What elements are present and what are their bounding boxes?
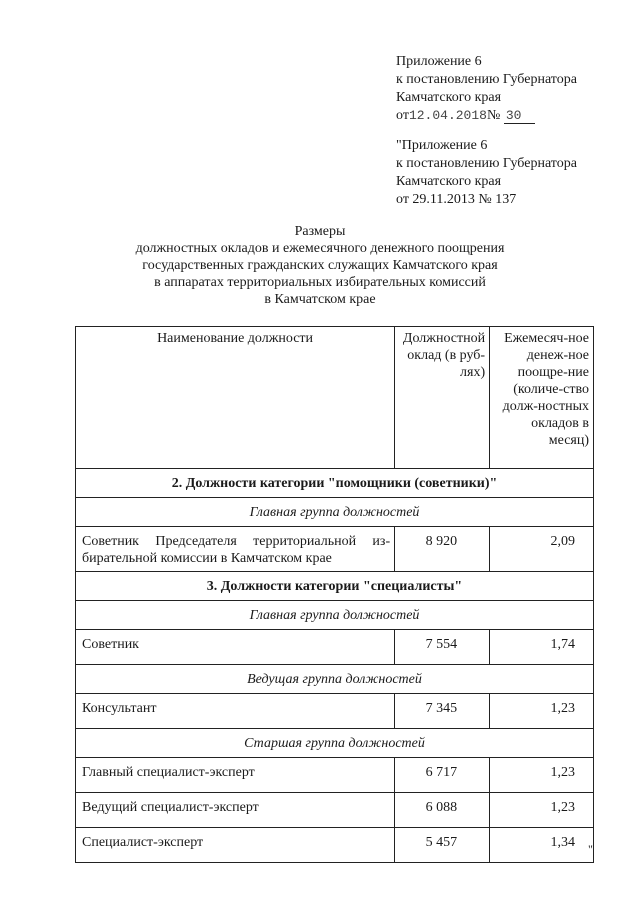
quoted-appendix-title: "Приложение 6	[396, 138, 488, 153]
position-name: Консультант	[76, 694, 395, 729]
number-label: №	[486, 108, 501, 123]
decree-number: 30	[504, 108, 536, 124]
appendix-title: Приложение 6	[396, 54, 482, 69]
category-advisors: 2. Должности категории "помощники (советники)"	[76, 469, 594, 498]
position-salary: 7 554	[395, 630, 490, 665]
group-leading: Ведущая группа должностей	[76, 665, 594, 694]
appendix-decree: к постановлению Губернатора	[396, 72, 577, 87]
position-name: Специалист-эксперт	[76, 828, 395, 863]
position-bonus: 1,23	[490, 694, 594, 729]
header-position-name: Наименование должности	[76, 327, 395, 469]
appendix-date-line	[396, 107, 577, 125]
position-name: Советник Председателя территориальной из-бирательной комиссии в Камчатском крае	[76, 527, 395, 572]
appendix-header	[396, 53, 577, 125]
group-row	[76, 498, 594, 527]
decree-date: 12.04.2018	[408, 108, 487, 123]
group-row	[76, 601, 594, 630]
quoted-appendix-decree: к постановлению Губернатора	[396, 156, 577, 171]
quoted-appendix-date: от 29.11.2013 № 137	[396, 192, 517, 207]
title-line-5: в Камчатском крае	[264, 292, 376, 307]
position-bonus: 1,23	[490, 793, 594, 828]
position-salary: 7 345	[395, 694, 490, 729]
category-row	[76, 572, 594, 601]
position-salary: 8 920	[395, 527, 490, 572]
group-row	[76, 665, 594, 694]
closing-quote: "	[588, 842, 593, 856]
category-specialists: 3. Должности категории "специалисты"	[76, 572, 594, 601]
group-senior: Старшая группа должностей	[76, 729, 594, 758]
table-row	[76, 694, 594, 729]
table-row	[76, 630, 594, 665]
salary-table	[75, 326, 594, 863]
table-header-row	[76, 327, 594, 469]
position-bonus: 2,09	[490, 527, 594, 572]
group-main: Главная группа должностей	[76, 601, 594, 630]
quoted-appendix-header	[396, 137, 577, 209]
category-row	[76, 469, 594, 498]
position-bonus: 1,23	[490, 758, 594, 793]
group-main: Главная группа должностей	[76, 498, 594, 527]
position-bonus: 1,74	[490, 630, 594, 665]
position-salary: 6 088	[395, 793, 490, 828]
appendix-region: Камчатского края	[396, 90, 502, 105]
position-salary: 6 717	[395, 758, 490, 793]
position-name: Советник	[76, 630, 395, 665]
position-name: Главный специалист-эксперт	[76, 758, 395, 793]
header-monthly-bonus: Ежемесяч-ное денеж-ное поощре-ние (количе-ство долж-ностных окладов в месяц)	[490, 327, 594, 469]
table-row	[76, 793, 594, 828]
position-salary: 5 457	[395, 828, 490, 863]
title-line-3: государственных гражданских служащих Камчатского края	[142, 258, 498, 273]
table-row	[76, 527, 594, 572]
position-name: Ведущий специалист-эксперт	[76, 793, 395, 828]
from-label: от	[396, 108, 409, 123]
document-title	[0, 223, 640, 308]
title-line-2: должностных окладов и ежемесячного денежного поощрения	[135, 241, 505, 256]
position-bonus: 1,34	[490, 828, 594, 863]
header-salary: Должностной оклад (в руб-лях)	[395, 327, 490, 469]
quoted-appendix-region: Камчатского края	[396, 174, 502, 189]
table-row	[76, 828, 594, 863]
title-line-4: в аппаратах территориальных избирательных комиссий	[154, 275, 486, 290]
group-row	[76, 729, 594, 758]
table-row	[76, 758, 594, 793]
title-line-1: Размеры	[294, 224, 346, 239]
